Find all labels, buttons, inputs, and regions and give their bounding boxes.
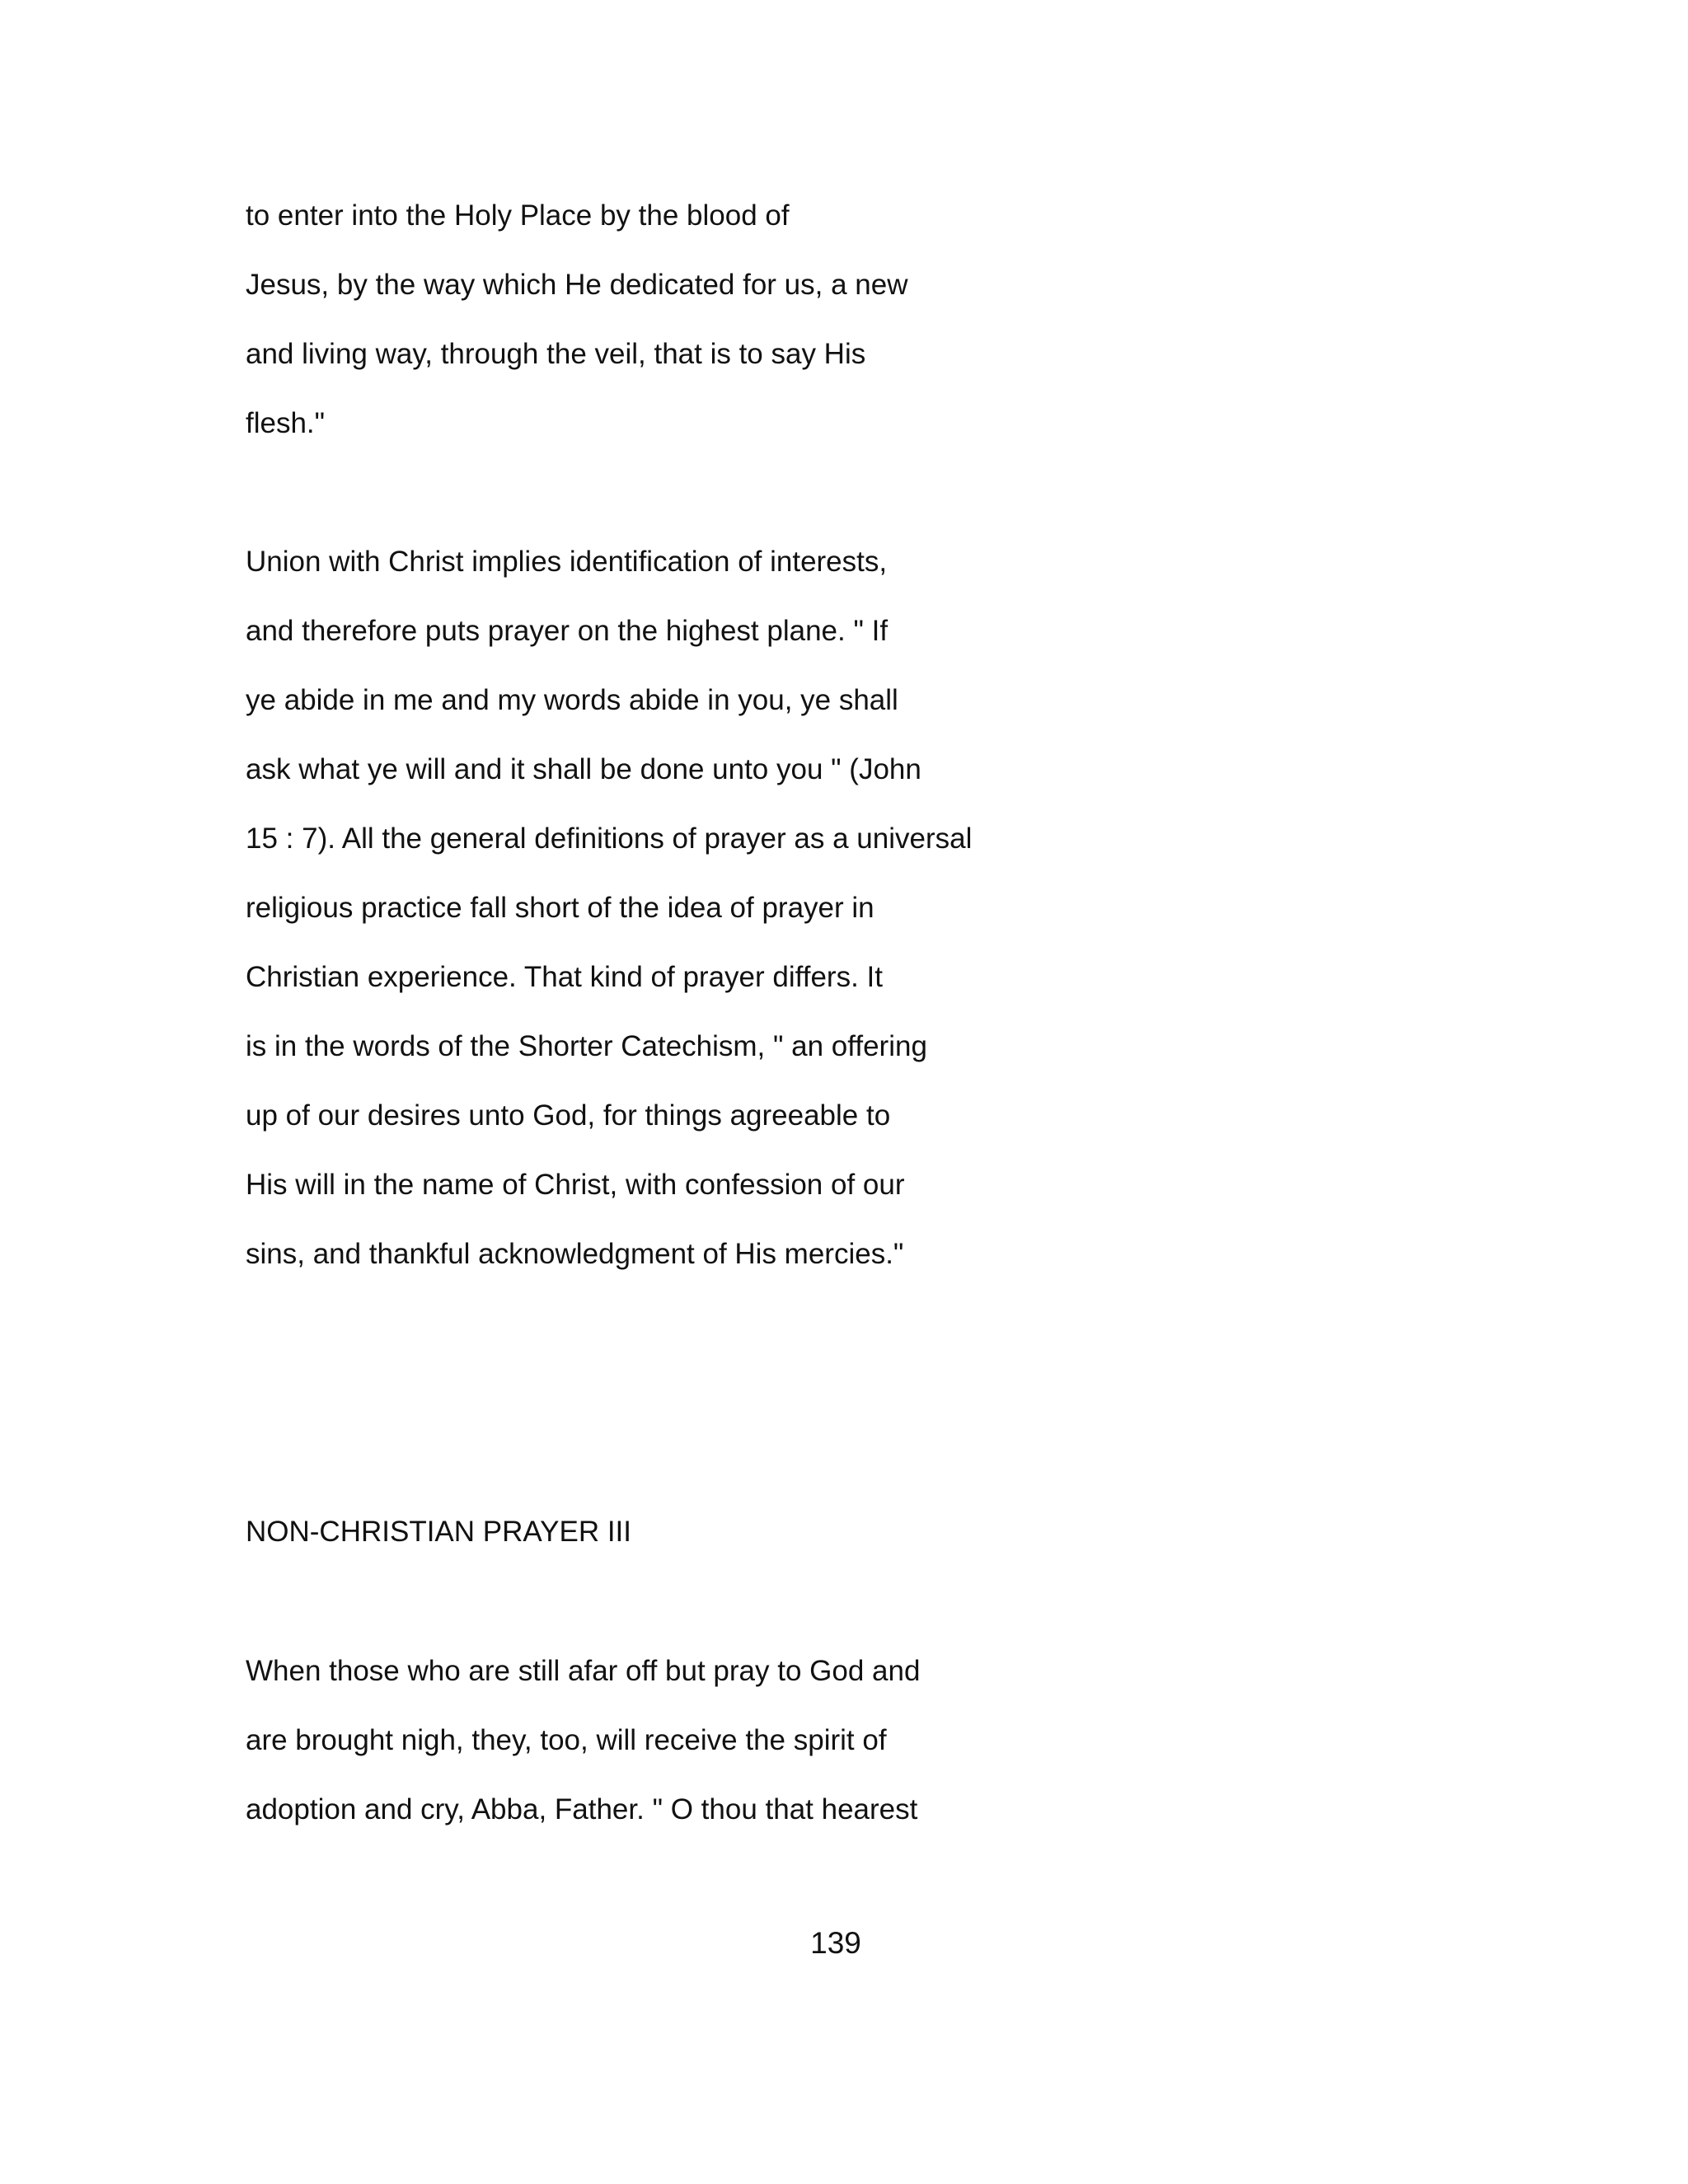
- paragraph-2-line-7: Christian experience. That kind of prayer differs. It: [246, 961, 883, 993]
- paragraph-2-line-11: sins, and thankful acknowledgment of His mercies.": [246, 1238, 904, 1270]
- paragraph-3-line-3: adoption and cry, Abba, Father. " O thou that hearest: [246, 1793, 918, 1825]
- paragraph-2-line-6: religious practice fall short of the idea of prayer in: [246, 892, 874, 924]
- paragraph-1-line-1: to enter into the Holy Place by the blood of: [246, 199, 790, 232]
- paragraph-2-line-3: ye abide in me and my words abide in you, ye shall: [246, 684, 898, 716]
- section-heading: NON-CHRISTIAN PRAYER III: [246, 1516, 632, 1548]
- paragraph-2-line-1: Union with Christ implies identification of interests,: [246, 546, 888, 578]
- paragraph-2-line-10: His will in the name of Christ, with confession of our: [246, 1169, 905, 1201]
- paragraph-1-line-3: and living way, through the veil, that is to say His: [246, 338, 866, 370]
- paragraph-3-line-1: When those who are still afar off but pray to God and: [246, 1655, 921, 1687]
- paragraph-2-line-8: is in the words of the Shorter Catechism, " an offering: [246, 1030, 927, 1062]
- paragraph-2-line-2: and therefore puts prayer on the highest plane. " If: [246, 615, 889, 647]
- paragraph-2-line-5: 15 : 7). All the general definitions of prayer as a universal: [246, 823, 973, 855]
- paragraph-1-line-4: flesh.": [246, 407, 326, 439]
- page-number: 139: [810, 1926, 861, 1960]
- paragraph-1-line-2: Jesus, by the way which He dedicated for us, a new: [246, 269, 908, 301]
- paragraph-3-line-2: are brought nigh, they, too, will receive the spirit of: [246, 1724, 887, 1756]
- paragraph-2-line-9: up of our desires unto God, for things agreeable to: [246, 1099, 891, 1132]
- paragraph-2-line-4: ask what ye will and it shall be done unto you " (John: [246, 753, 921, 785]
